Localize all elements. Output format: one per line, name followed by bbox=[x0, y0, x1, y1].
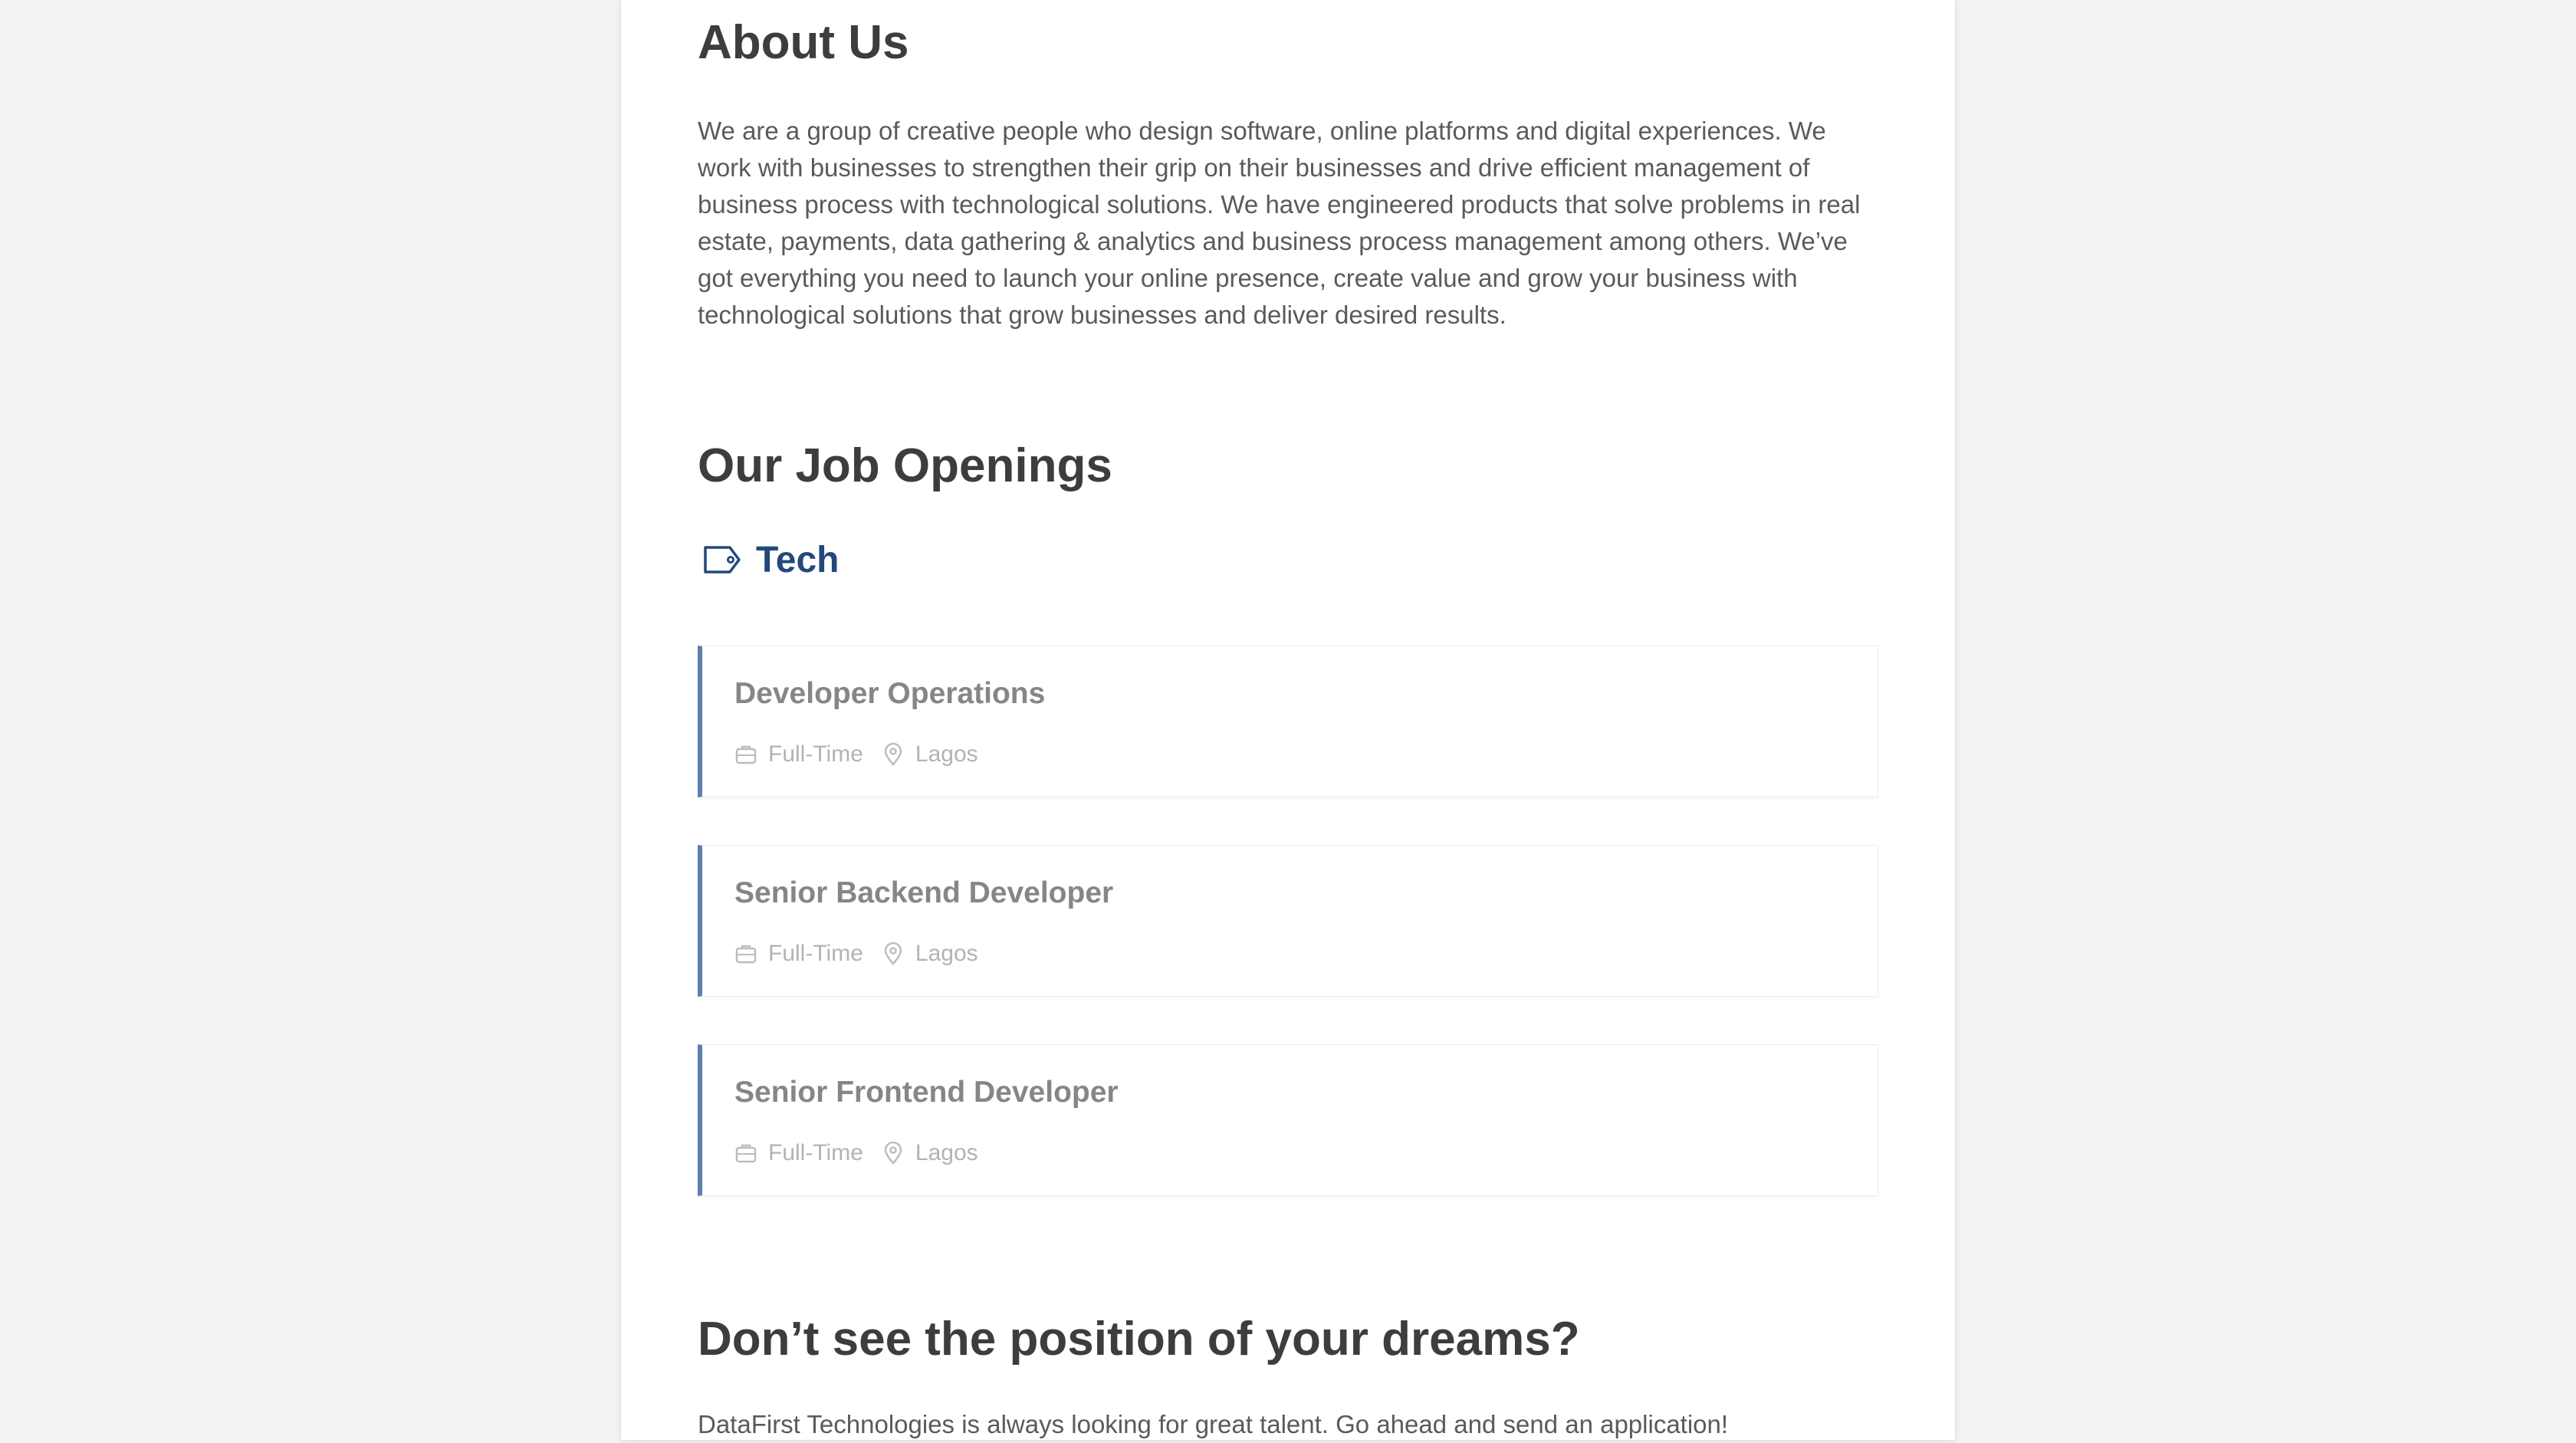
job-location: Lagos bbox=[915, 1140, 978, 1165]
job-title[interactable]: Senior Frontend Developer bbox=[734, 1076, 1119, 1109]
job-type: Full-Time bbox=[768, 941, 863, 966]
job-title[interactable]: Developer Operations bbox=[734, 677, 1046, 710]
job-title[interactable]: Senior Backend Developer bbox=[734, 876, 1114, 909]
map-pin-icon bbox=[882, 1141, 905, 1165]
job-card[interactable] bbox=[698, 1044, 1878, 1196]
dream-position-text: DataFirst Technologies is always looking for great talent. Go ahead and send an application! bbox=[698, 1410, 1729, 1438]
map-pin-icon bbox=[882, 942, 905, 966]
job-openings-heading: Our Job Openings bbox=[698, 439, 1112, 492]
job-card[interactable] bbox=[698, 845, 1878, 997]
job-location: Lagos bbox=[915, 741, 978, 767]
briefcase-icon bbox=[734, 742, 757, 767]
job-location: Lagos bbox=[915, 941, 978, 966]
tag-icon bbox=[701, 543, 744, 577]
category-label: Tech bbox=[756, 539, 840, 580]
job-meta bbox=[734, 941, 978, 967]
briefcase-icon bbox=[734, 1141, 757, 1165]
job-type: Full-Time bbox=[768, 741, 863, 767]
map-pin-icon bbox=[882, 742, 905, 767]
job-meta bbox=[734, 1140, 978, 1166]
page-card bbox=[621, 0, 1955, 1440]
about-heading: About Us bbox=[698, 16, 909, 69]
job-meta bbox=[734, 741, 978, 768]
job-type: Full-Time bbox=[768, 1140, 863, 1165]
category-tech bbox=[698, 532, 839, 587]
job-card[interactable] bbox=[698, 646, 1878, 797]
briefcase-icon bbox=[734, 942, 757, 966]
dream-position-heading: Don’t see the position of your dreams? bbox=[698, 1313, 1580, 1366]
about-description: We are a group of creative people who design software, online platforms and digital experiences. We work with businesses to strengthen their grip on their businesses and drive efficient management of business process with technological solutions. We have engineered products that solve problems in real estate, payments, data gathering & analytics and business process management among others. We’ve got everything you need to launch your online presence, create value and grow your business with technological solutions that grow businesses and deliver desired results. bbox=[698, 117, 1861, 329]
